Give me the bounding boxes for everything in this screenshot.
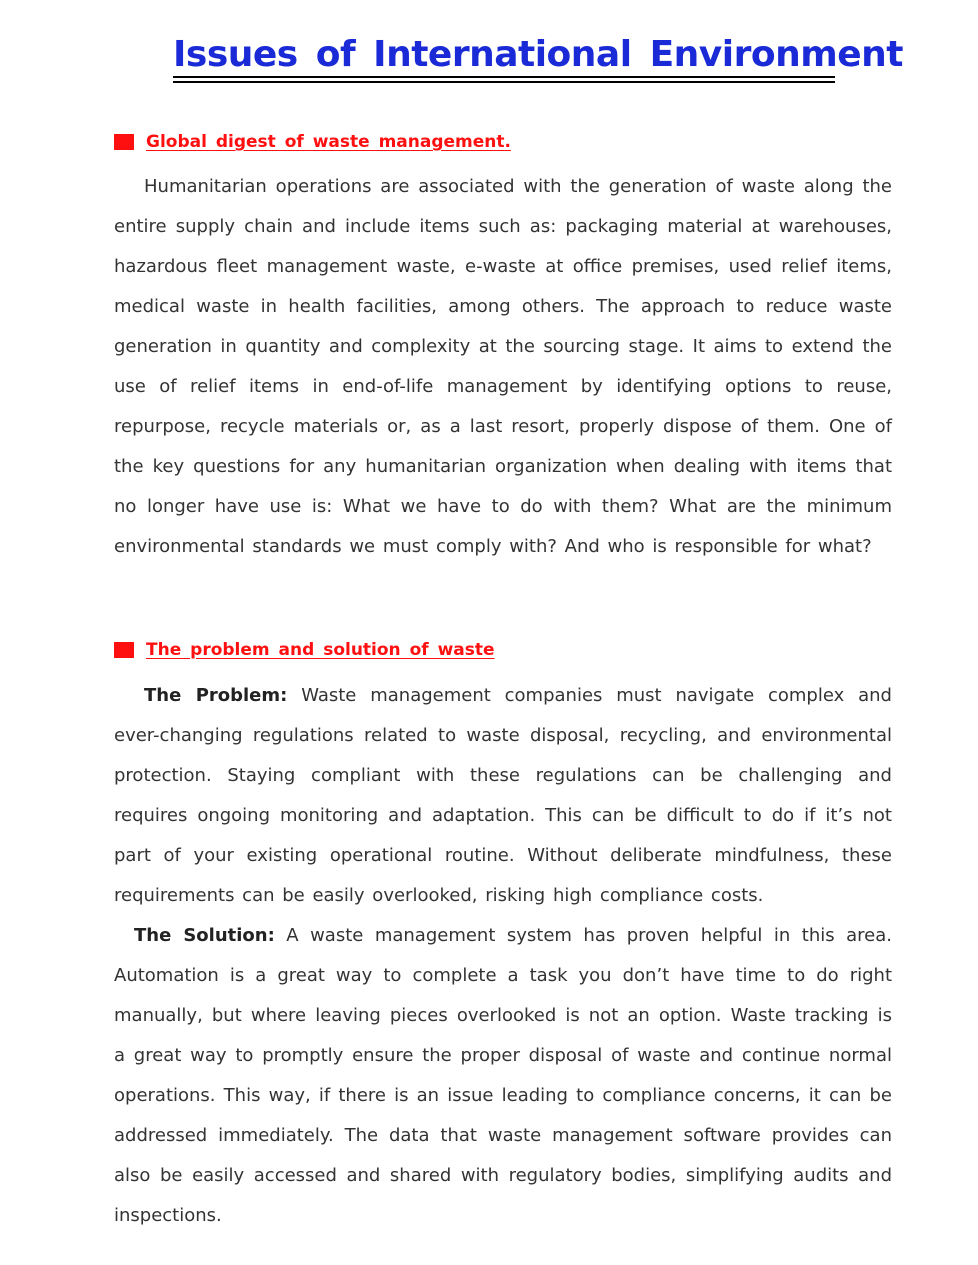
red-square-bullet-icon (114, 134, 134, 150)
section-heading-text: The problem and solution of waste (146, 640, 495, 660)
section-heading-problem-solution (114, 637, 495, 663)
problem-text: Waste management companies must navigate complex and ever-changing regulations related to waste disposal, recycling, and environmental protection. Staying compliant with these regulations can be challenging and requires ongoing monitoring and adaptation. This can be difficult to do if it’s not part of your existing operational routine. Without deliberate mindfulness, these requirements can be easily overlooked, risking high compliance costs. (114, 685, 892, 906)
title-block (173, 30, 903, 80)
red-square-bullet-icon (114, 642, 134, 658)
problem-lead: The Problem: (144, 685, 288, 706)
section-heading-waste-digest (114, 129, 511, 155)
title-underline-top (173, 76, 835, 78)
page-title: Issues of International Environment (173, 34, 903, 75)
title-underline-bottom (173, 81, 835, 83)
section-heading-text: Global digest of waste management. (146, 132, 511, 152)
waste-digest-paragraph: Humanitarian operations are associated with the generation of waste along the entire supply chain and include items such as: packaging material at warehouses, hazardous fleet management waste, e-waste at office premises, used relief items, medical waste in health facilities, among others. The approach to reduce waste generation in quantity and complexity at the sourcing stage. It aims to extend the use of relief items in end-of-life management by identifying options to reuse, repurpose, recycle materials or, as a last resort, properly dispose of them. One of the key questions for any humanitarian organization when dealing with items that no longer have use is: What we have to do with them? What are the minimum environmental standards we must comply with? And who is responsible for what? (114, 176, 892, 557)
solution-text: A waste management system has proven helpful in this area. Automation is a great way to complete a task you don’t have time to do right manually, but where leaving pieces overlooked is not an option. Waste tracking is a great way to promptly ensure the proper disposal of waste and continue normal operations. This way, if there is an issue leading to compliance concerns, it can be addressed immediately. The data that waste management software provides can also be easily accessed and shared with regulatory bodies, simplifying audits and inspections. (114, 925, 892, 1226)
solution-paragraph (114, 916, 892, 1236)
problem-paragraph (114, 676, 892, 916)
solution-lead: The Solution: (134, 925, 275, 946)
